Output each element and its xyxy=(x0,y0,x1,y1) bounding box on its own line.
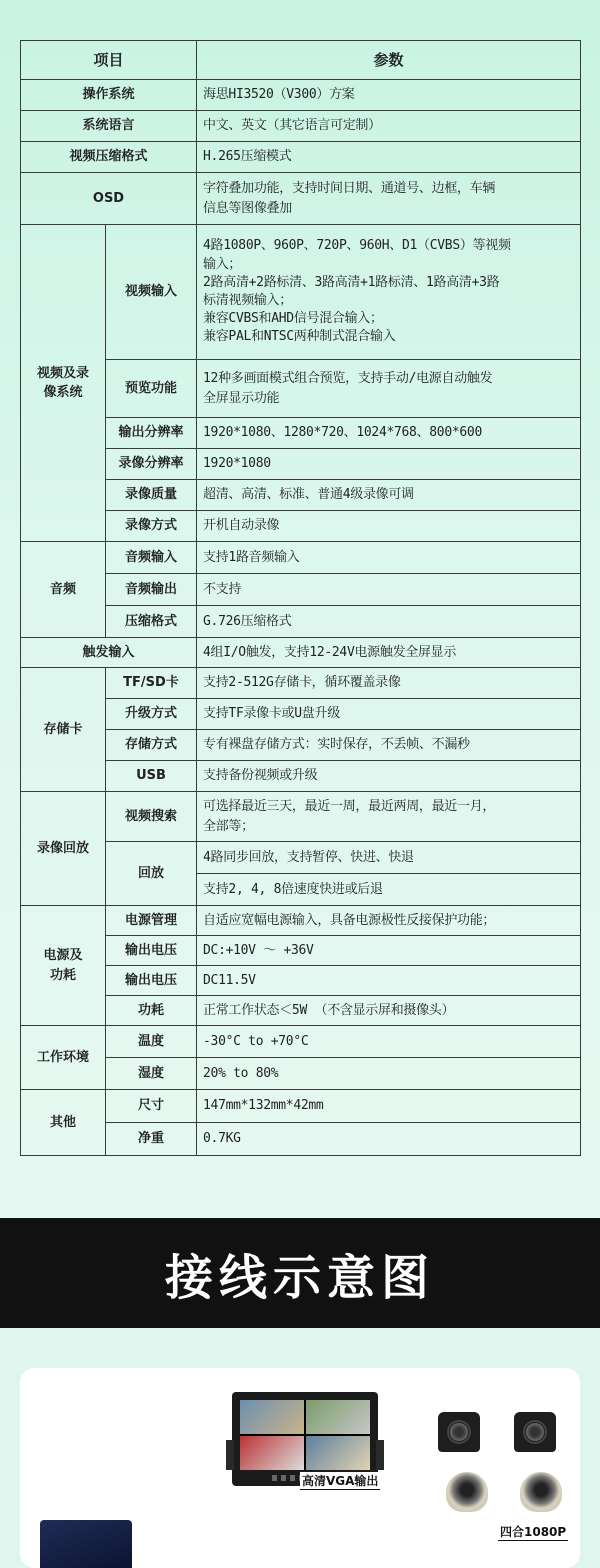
value-line: 全屏显示功能 xyxy=(203,390,280,406)
table-row xyxy=(21,142,581,173)
sub-label: 净重 xyxy=(106,1123,197,1156)
value-line: 输入； xyxy=(203,256,242,272)
row-value xyxy=(197,173,581,225)
row-value: 支持TF录像卡或U盘升级 xyxy=(197,699,581,730)
banner-title: 接线示意图 xyxy=(164,1249,435,1306)
table-row xyxy=(21,111,581,142)
table-row xyxy=(21,668,581,699)
table-row xyxy=(21,1026,581,1058)
sub-label: TF/SD卡 xyxy=(106,668,197,699)
group-label-other: 其他 xyxy=(21,1090,106,1156)
dome-camera-icon xyxy=(446,1472,488,1512)
table-row xyxy=(21,638,581,668)
group-label-playback: 录像回放 xyxy=(21,792,106,906)
group-label-video xyxy=(21,225,106,542)
sub-label: USB xyxy=(106,761,197,792)
row-value: 自适应宽幅电源输入，具备电源极性反接保护功能； xyxy=(197,906,581,936)
table-row xyxy=(21,792,581,842)
sub-label: 音频输出 xyxy=(106,574,197,606)
row-value: 开机自动录像 xyxy=(197,511,581,542)
screen-quad xyxy=(240,1400,304,1434)
sub-label: 音频输入 xyxy=(106,542,197,574)
value-line: 全部等； xyxy=(203,818,254,834)
row-value: 支持备份视频或升级 xyxy=(197,761,581,792)
sub-label: 输出电压 xyxy=(106,936,197,966)
row-value: 海思HI3520（V300）方案 xyxy=(197,80,581,111)
table-row xyxy=(21,173,581,225)
value-line: 12种多画面模式组合预览，支持手动/电源自动触发 xyxy=(203,371,493,386)
sub-label: 温度 xyxy=(106,1026,197,1058)
value-line: 可选择最近三天，最近一周，最近两周，最近一月， xyxy=(203,799,496,814)
sub-label: 回放 xyxy=(106,842,197,906)
screen-quad xyxy=(306,1436,370,1470)
row-value: DC11.5V xyxy=(197,966,581,996)
sub-label: 输出电压 xyxy=(106,966,197,996)
row-value: 中文、英文（其它语言可定制） xyxy=(197,111,581,142)
side-camera-icon xyxy=(438,1412,480,1452)
value-line: 字符叠加功能，支持时间日期、通道号、边框，车辆 xyxy=(203,181,496,196)
dome-camera-icon xyxy=(520,1472,562,1512)
header-param: 参数 xyxy=(197,41,581,80)
group-label-storage: 存储卡 xyxy=(21,668,106,792)
value-line: 兼容PAL和NTSC两种制式混合输入 xyxy=(203,329,396,345)
group-label-line: 视频及录 xyxy=(36,365,89,381)
table-row xyxy=(21,1090,581,1123)
table-row xyxy=(21,80,581,111)
table-row xyxy=(21,906,581,936)
table-row xyxy=(21,542,581,574)
row-value: G.726压缩格式 xyxy=(197,606,581,638)
monitor-bracket xyxy=(376,1440,384,1470)
sub-label: 视频输入 xyxy=(106,225,197,360)
row-value: 支持2, 4, 8倍速度快进或后退 xyxy=(197,874,581,906)
row-value: -30°C to +70°C xyxy=(197,1026,581,1058)
sub-label: 存储方式 xyxy=(106,730,197,761)
row-value: 专有裸盘存储方式：实时保存，不丢帧、不漏秒 xyxy=(197,730,581,761)
table-row xyxy=(21,225,581,360)
sub-label: 湿度 xyxy=(106,1058,197,1090)
sub-label: 录像方式 xyxy=(106,511,197,542)
sub-label: 输出分辨率 xyxy=(106,418,197,449)
camera-lens xyxy=(447,1420,471,1444)
camera-lens xyxy=(523,1420,547,1444)
screen-quad xyxy=(240,1436,304,1470)
sub-label: 电源管理 xyxy=(106,906,197,936)
sub-label: 升级方式 xyxy=(106,699,197,730)
row-value: 支持2-512G存储卡，循环覆盖录像 xyxy=(197,668,581,699)
row-label: 操作系统 xyxy=(21,80,197,111)
value-line: 4路1080P、960P、720P、960H、D1（CVBS）等视频 xyxy=(203,238,511,254)
monitor-label: 高清VGA输出 xyxy=(302,1474,379,1488)
row-value: 支持1路音频输入 xyxy=(197,542,581,574)
row-label: OSD xyxy=(21,173,197,225)
sub-label: 尺寸 xyxy=(106,1090,197,1123)
row-value xyxy=(197,360,581,418)
row-label: 触发输入 xyxy=(21,638,197,668)
row-value: 1920*1080 xyxy=(197,449,581,480)
sub-label: 功耗 xyxy=(106,996,197,1026)
row-value: 4组I/O触发，支持12-24V电源触发全屏显示 xyxy=(197,638,581,668)
group-label-line: 电源及 xyxy=(43,948,83,963)
screen-quad xyxy=(306,1400,370,1434)
value-line: 标清视频输入； xyxy=(203,293,292,308)
row-value: 147mm*132mm*42mm xyxy=(197,1090,581,1123)
sub-label: 压缩格式 xyxy=(106,606,197,638)
row-label: 视频压缩格式 xyxy=(21,142,197,173)
sub-label: 录像质量 xyxy=(106,480,197,511)
row-value: 正常工作状态＜5W （不含显示屏和摄像头） xyxy=(197,996,581,1026)
camera-label: 四合1080P xyxy=(500,1525,567,1539)
table-header-row xyxy=(21,41,581,80)
row-value: 超清、高清、标准、普通4级录像可调 xyxy=(197,480,581,511)
value-line: 信息等图像叠加 xyxy=(203,200,292,216)
row-value: DC:+10V ～ +36V xyxy=(197,936,581,966)
spec-table xyxy=(20,40,581,1156)
value-line: 兼容CVBS和AHD信号混合输入； xyxy=(203,311,383,327)
sub-label: 视频搜索 xyxy=(106,792,197,842)
row-value: 4路同步回放，支持暂停、快进、快退 xyxy=(197,842,581,874)
sub-label: 录像分辨率 xyxy=(106,449,197,480)
group-label-power xyxy=(21,906,106,1026)
row-value: 0.7KG xyxy=(197,1123,581,1156)
group-label-audio: 音频 xyxy=(21,542,106,638)
wiring-diagram xyxy=(20,1368,580,1568)
dvr-device-image xyxy=(40,1520,132,1568)
group-label-line: 功耗 xyxy=(49,967,76,983)
row-value xyxy=(197,792,581,842)
row-value: H.265压缩模式 xyxy=(197,142,581,173)
monitor-bracket xyxy=(226,1440,234,1470)
row-value: 20% to 80% xyxy=(197,1058,581,1090)
group-label-line: 像系统 xyxy=(43,385,83,400)
row-value xyxy=(197,225,581,360)
side-camera-icon xyxy=(514,1412,556,1452)
monitor-screen xyxy=(240,1400,370,1470)
row-value: 不支持 xyxy=(197,574,581,606)
value-line: 2路高清+2路标清、3路高清+1路标清、1路高清+3路 xyxy=(203,274,500,290)
wiring-banner xyxy=(0,1218,600,1328)
group-label-env: 工作环境 xyxy=(21,1026,106,1090)
row-value: 1920*1080、1280*720、1024*768、800*600 xyxy=(197,418,581,449)
row-label: 系统语言 xyxy=(21,111,197,142)
header-item: 项目 xyxy=(21,41,197,80)
sub-label: 预览功能 xyxy=(106,360,197,418)
